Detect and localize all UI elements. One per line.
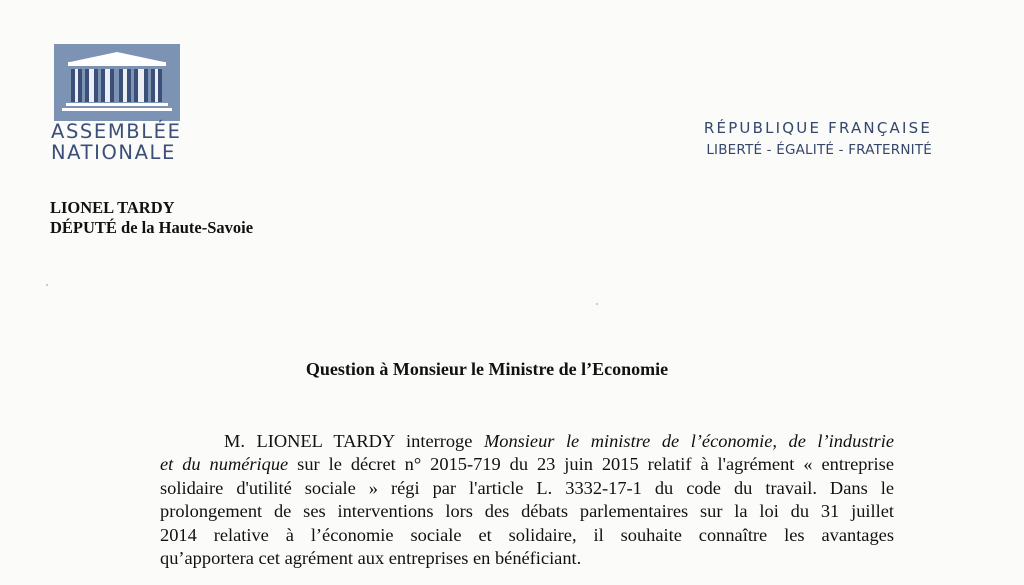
body-line-3: solidaire d'utilité sociale » régi par l'article L. 3332-17-1 du code du travail. Dans le <box>160 477 894 498</box>
body-line-6: qu’apportera cet agrément aux entreprises en bénéficiant. <box>160 548 582 569</box>
author-block <box>50 198 253 238</box>
body-line-4: prolongement de ses interventions lors des débats parlementaires sur la loi du 31 juillet <box>160 501 894 522</box>
body-line-5: 2014 relative à l’économie sociale et solidaire, il souhaite connaître les avantages <box>160 524 894 545</box>
decree-reference: sur le décret n° 2015-719 du 23 juin 2015 relatif à l'agrément « entreprise <box>288 454 894 475</box>
paper-speck <box>46 284 48 286</box>
body-line-2 <box>160 453 894 476</box>
addressee-part-1: Monsieur le ministre de l’économie, de l’industrie <box>483 431 894 451</box>
logo-line-2: NATIONALE <box>51 141 176 164</box>
author-name: LIONEL TARDY <box>50 198 175 217</box>
question-subject: Question à Monsieur le Ministre de l’Economie <box>305 359 669 379</box>
author-title: DÉPUTÉ de la Haute-Savoie <box>50 218 254 237</box>
republic-name: RÉPUBLIQUE FRANÇAISE <box>703 119 932 137</box>
republic-motto <box>704 117 932 161</box>
parliament-building-emblem <box>54 44 180 121</box>
paper-speck <box>596 303 598 305</box>
addressee-part-2: et du numérique <box>160 454 289 475</box>
question-body <box>160 430 894 570</box>
deputy-name: M. LIONEL TARDY <box>224 431 395 451</box>
question-paragraph <box>160 430 894 570</box>
logo-wordmark <box>51 121 191 163</box>
parliament-columns-icon <box>54 44 180 121</box>
opening-verb: interroge <box>394 431 484 451</box>
body-line-1 <box>160 430 894 453</box>
republic-motto-text: LIBERTÉ - ÉGALITÉ - FRATERNITÉ <box>706 142 932 158</box>
logo-line-1: ASSEMBLÉE <box>51 120 182 143</box>
